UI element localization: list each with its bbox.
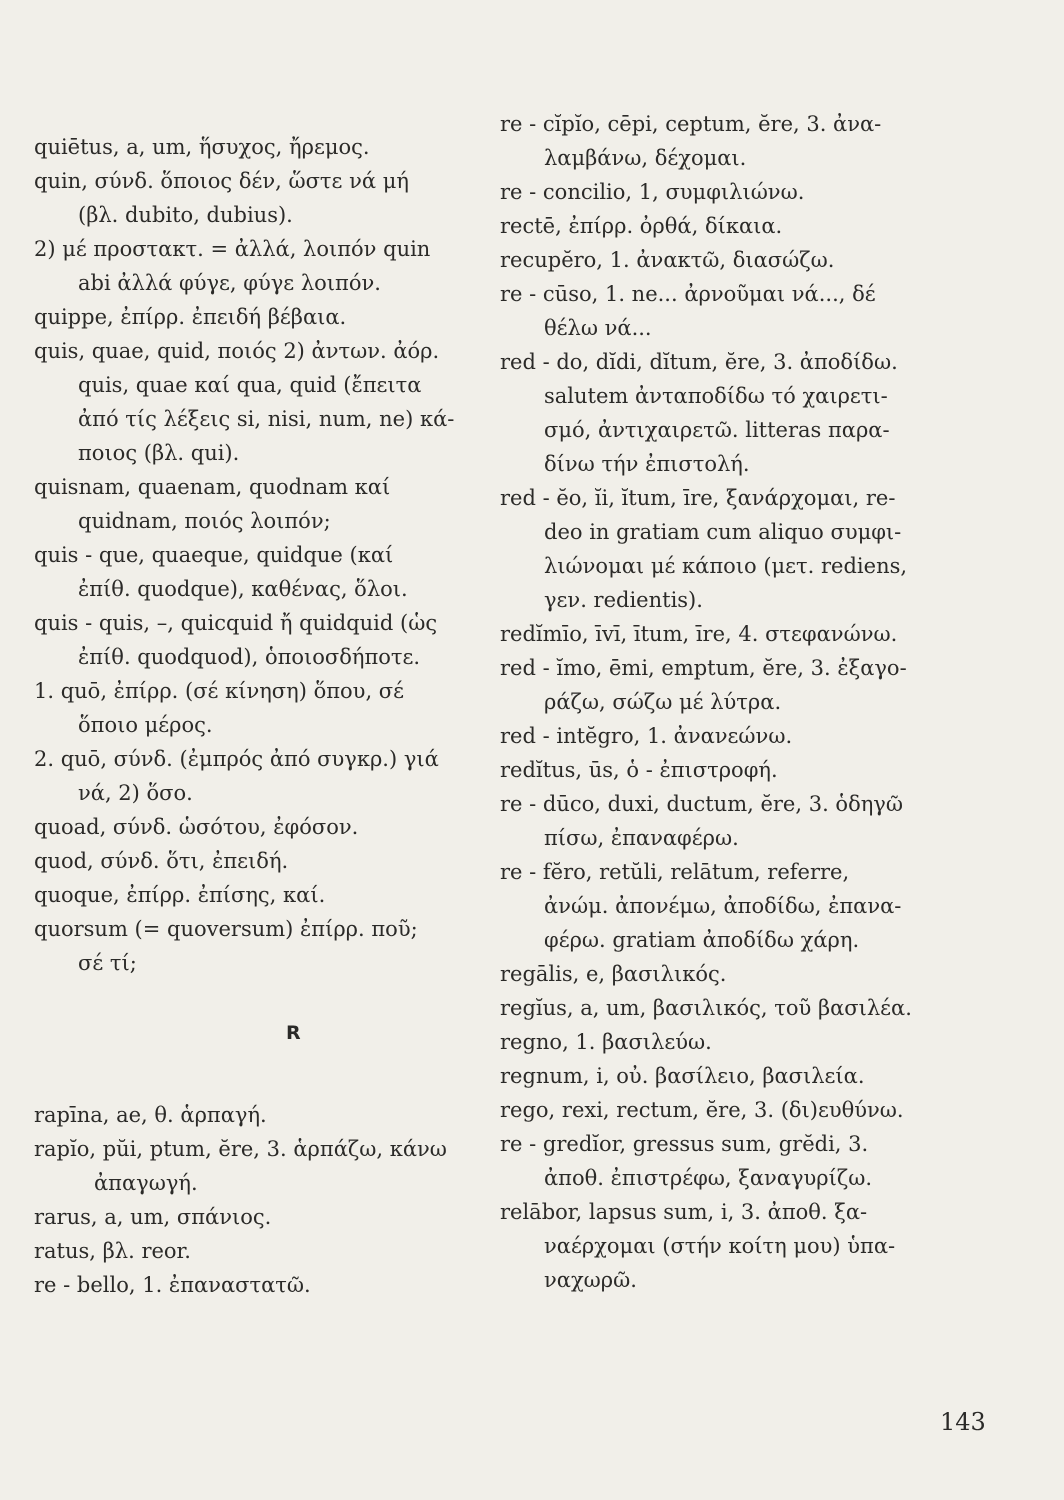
entry-line: λαμβάνω, δέχομαι. [544,146,747,170]
page-number: 143 [940,1408,986,1436]
entry-line: quin, σύνδ. ὅποιος δέν, ὥστε νά μή [34,169,409,193]
entry-line: quippe, ἐπίρρ. ἐπειδή βέβαια. [34,305,347,329]
entry-line: regĭus, a, um, βασιλικός, τοῦ βασιλέα. [500,996,912,1020]
entry-line: ποιος (βλ. qui). [78,441,240,465]
entry-line: re - cĭpĭo, cēpi, ceptum, ĕre, 3. ἀνα- [500,112,882,136]
entry-line: ἐπίθ. quodque), καθένας, ὅλοι. [78,577,408,601]
entry-line: ratus, βλ. reor. [34,1239,191,1263]
entry-line: θέλω νά... [544,316,652,340]
entry-line: 2) μέ προστακτ. = ἀλλά, λοιπόν quin [34,237,431,261]
entry-line: red - intĕgro, 1. ἀνανεώνω. [500,724,793,748]
entry-line: quoque, ἐπίρρ. ἐπίσης, καί. [34,883,326,907]
entry-line: rectē, ἐπίρρ. ὀρθά, δίκαια. [500,214,783,238]
entry-line: quoad, σύνδ. ὡσότου, ἐφόσον. [34,815,359,839]
entry-line: quisnam, quaenam, quodnam καί [34,475,391,499]
entry-line: ἀπό τίς λέξεις si, nisi, num, ne) κά- [78,407,455,431]
entry-line: rapĭo, pŭi, ptum, ĕre, 3. ἁρπάζω, κάνω [34,1137,447,1161]
entry-line: re - cūso, 1. ne... ἀρνοῦμαι νά..., δέ [500,282,876,306]
entry-line: ἐπίθ. quodquod), ὁποιοσδήποτε. [78,645,421,669]
entry-line: regnum, i, οὐ. βασίλειο, βασιλεία. [500,1064,865,1088]
entry-line: ράζω, σώζω μέ λύτρα. [544,690,782,714]
entry-line: δίνω τήν ἐπιστολή. [544,452,750,476]
left-entries-q [34,130,504,980]
entry-line: re - dūco, duxi, ductum, ĕre, 3. ὁδηγῶ [500,792,903,816]
entry-line: re - bello, 1. ἐπαναστατῶ. [34,1273,311,1297]
entry-line: quis, quae, quid, ποιός 2) ἀντων. ἀόρ. [34,339,440,363]
entry-line: ναχωρῶ. [544,1268,637,1292]
entry-line: re - fĕro, retŭli, relātum, referre, [500,860,850,884]
entry-line: rego, rexi, rectum, ĕre, 3. (δι)ευθύνω. [500,1098,904,1122]
entry-line: re - concilio, 1, συμφιλιώνω. [500,180,805,204]
entry-line: quidnam, ποιός λοιπόν; [78,509,331,533]
left-entries-r [34,1098,504,1302]
entry-line: red - ĕo, ĭi, ĭtum, īre, ξανάρχομαι, re- [500,486,896,510]
entry-line: (βλ. dubito, dubius). [78,203,293,227]
entry-line: γεν. redientis). [544,588,703,612]
entry-line: quod, σύνδ. ὅτι, ἐπειδή. [34,849,289,873]
right-column [500,107,1000,1297]
entry-line: deo in gratiam cum aliquo συμφι- [544,520,902,544]
left-column [34,130,504,1302]
entry-line: ἀποθ. ἐπιστρέφω, ξαναγυρίζω. [544,1166,873,1190]
entry-line: 2. quō, σύνδ. (ἐμπρός ἀπό συγκρ.) γιά [34,747,439,771]
entry-line: ἀνώμ. ἀπονέμω, ἀποδίδω, ἐπανα- [544,894,902,918]
entry-line: πίσω, ἐπαναφέρω. [544,826,739,850]
right-entries [500,107,1000,1297]
entry-line: σέ τί; [78,951,137,975]
entry-line: rarus, a, um, σπάνιος. [34,1205,272,1229]
entry-line: quis - quis, –, quicquid ἤ quidquid (ὡς [34,611,438,635]
entry-line: abi ἀλλά φύγε, φύγε λοιπόν. [78,271,381,295]
entry-line: regno, 1. βασιλεύω. [500,1030,712,1054]
entry-line: ναέρχομαι (στήν κοίτη μου) ὑπα- [544,1234,896,1258]
entry-line: σμό, ἀντιχαιρετῶ. litteras παρα- [544,418,890,442]
entry-line: redĭtus, ūs, ὁ - ἐπιστροφή. [500,758,778,782]
entry-line: quis - que, quaeque, quidque (καί [34,543,394,567]
entry-line: recupĕro, 1. ἀνακτῶ, διασώζω. [500,248,835,272]
entry-line: ὅποιο μέρος. [78,713,213,737]
entry-line: quis, quae καί qua, quid (ἔπειτα [78,373,422,397]
entry-line: νά, 2) ὅσο. [78,781,193,805]
entry-line: ἀπαγωγή. [94,1171,198,1195]
entry-line: re - gredĭor, gressus sum, grĕdi, 3. [500,1132,869,1156]
entry-line: φέρω. gratiam ἀποδίδω χάρη. [544,928,860,952]
section-letter-heading: R [286,1022,301,1044]
entry-line: salutem ἀνταποδίδω τό χαιρετι- [544,384,888,408]
entry-line: rapīna, ae, θ. ἁρπαγή. [34,1103,267,1127]
entry-line: 1. quō, ἐπίρρ. (σέ κίνηση) ὅπου, σέ [34,679,405,703]
entry-line: red - do, dĭdi, dĭtum, ĕre, 3. ἀποδίδω. [500,350,898,374]
entry-line: quiētus, a, um, ἥσυχος, ἤρεμος. [34,135,370,159]
entry-line: quorsum (= quoversum) ἐπίρρ. ποῦ; [34,917,418,941]
entry-line: λιώνομαι μέ κάποιο (μετ. rediens, [544,554,908,578]
entry-line: regālis, e, βασιλικός. [500,962,727,986]
entry-line: relābor, lapsus sum, i, 3. ἀποθ. ξα- [500,1200,868,1224]
entry-line: redĭmīo, īvī, ītum, īre, 4. στεφανώνω. [500,622,898,646]
entry-line: red - ĭmo, ēmi, emptum, ĕre, 3. ἐξαγο- [500,656,907,680]
